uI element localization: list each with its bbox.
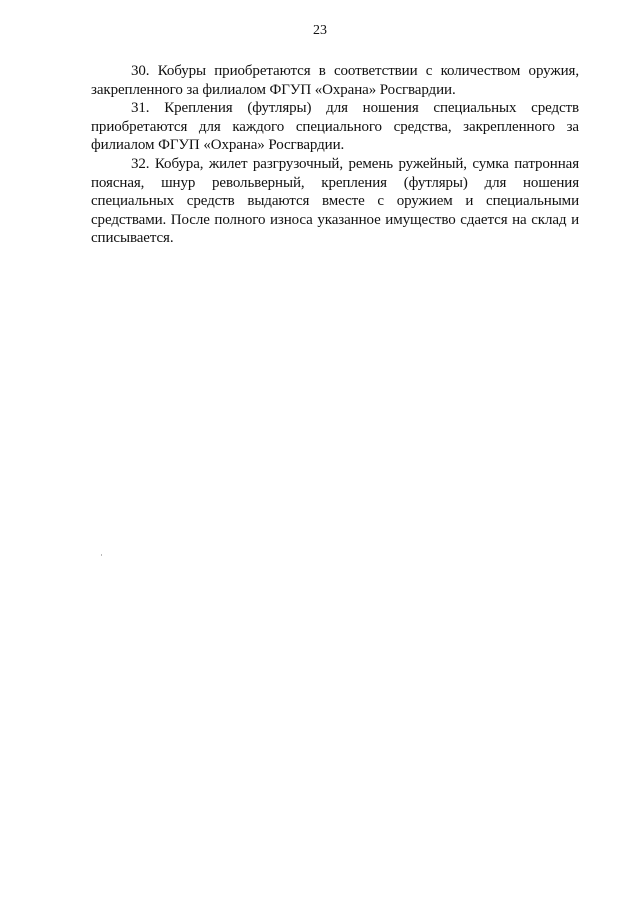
paragraph-30: 30. Кобуры приобретаются в соответствии с количеством оружия, закрепленного за филиалом ФГУП «Охрана» Росгвардии. <box>91 63 579 98</box>
paragraph-31: 31. Крепления (футляры) для ношения специальных средств приобретаются для каждого специального средства, закрепленного за филиалом ФГУП «Охрана» Росгвардии. <box>91 100 579 154</box>
paragraph-32: 32. Кобура, жилет разгрузочный, ремень ружейный, сумка патронная поясная, шнур револьверный, крепления (футляры) для ношения специальных средств выдаются вместе с оружием и специальными средствами. После полного износа указанное имущество сдается на склад и списывается. <box>91 155 579 247</box>
document-body <box>91 62 579 248</box>
page-number: 23 <box>313 23 327 38</box>
scan-speck <box>101 554 102 556</box>
